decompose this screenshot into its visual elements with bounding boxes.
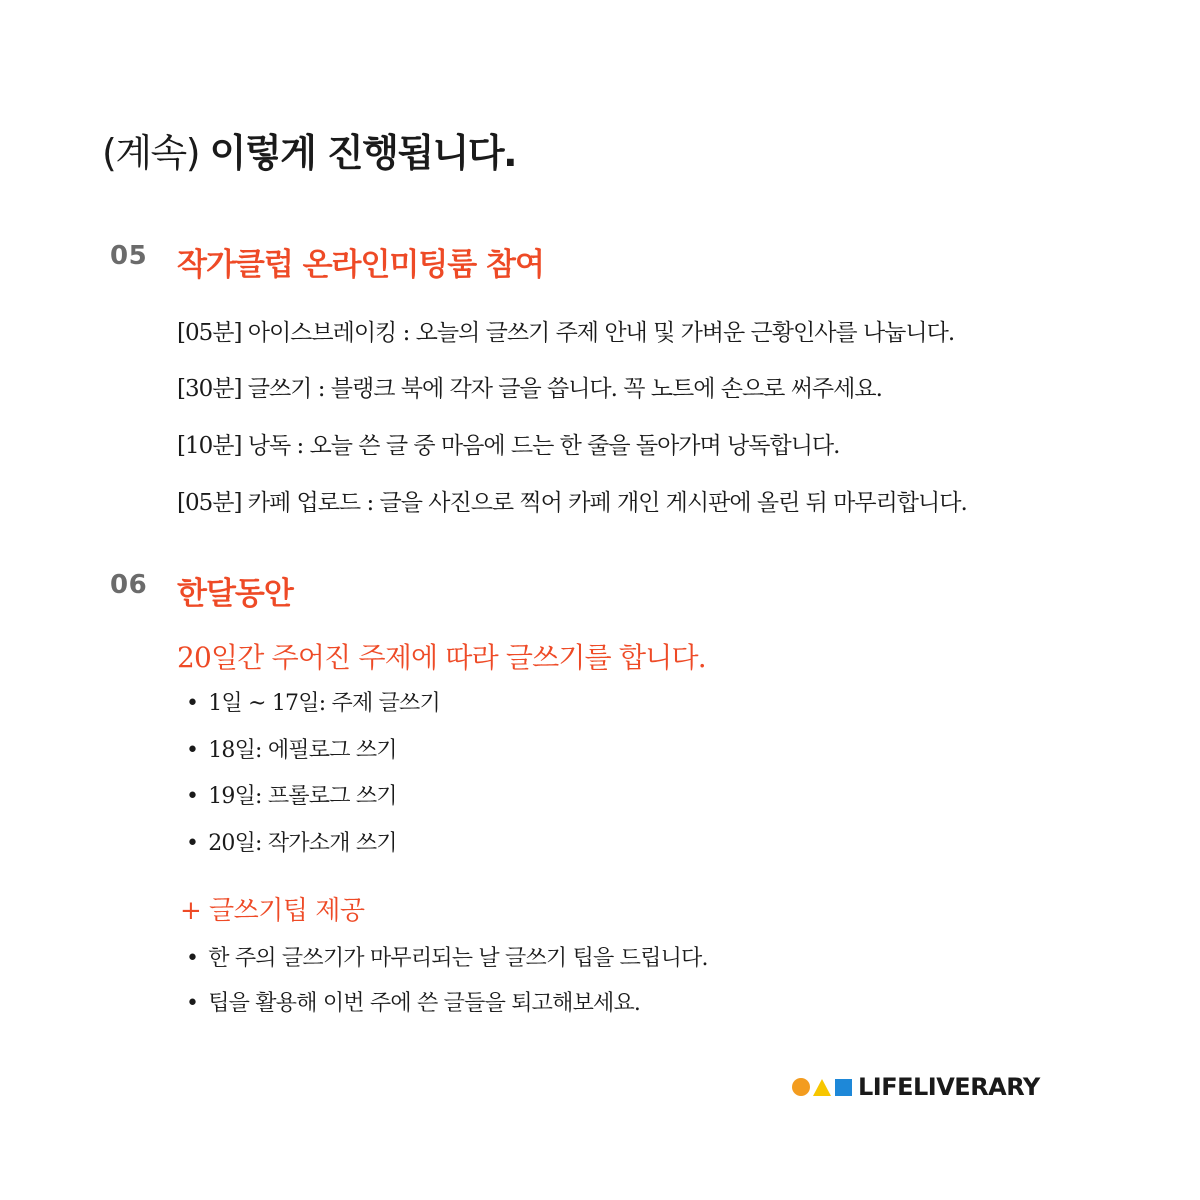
section-6-title: 한달동안 (177, 576, 293, 612)
section-6-subtitle: 20일간 주어진 주제에 따라 글쓰기를 합니다. (177, 641, 706, 674)
list-item: • 한 주의 글쓰기가 마무리되는 날 글쓰기 팁을 드립니다. (186, 946, 708, 971)
bullet-icon: • (186, 831, 199, 856)
list-item: • 팁을 활용해 이번 주에 쓴 글들을 퇴고해보세요. (186, 991, 641, 1016)
schedule-line-reading: [10분] 낭독 : 오늘 쓴 글 중 마음에 드는 한 줄을 돌아가며 낭독합니다. (177, 433, 840, 459)
list-item: • 20일: 작가소개 쓰기 (186, 831, 397, 856)
page-title (102, 122, 516, 177)
bullet-icon: • (186, 784, 199, 809)
page-title-prefix: (계속) (102, 131, 200, 175)
circle-icon (792, 1078, 810, 1096)
list-item: • 1일 ~ 17일: 주제 글쓰기 (186, 691, 440, 716)
bullet-icon: • (186, 946, 199, 971)
triangle-icon (813, 1079, 831, 1096)
schedule-line-upload: [05분] 카페 업로드 : 글을 사진으로 찍어 카페 개인 게시판에 올린 뒤 마무리합니다. (177, 490, 967, 516)
tips-heading: + 글쓰기팁 제공 (180, 896, 365, 926)
page-title-main: 이렇게 진행됩니다. (209, 131, 517, 175)
schedule-line-icebreaking: [05분] 아이스브레이킹 : 오늘의 글쓰기 주제 안내 및 가벼운 근황인사를 나눕니다. (177, 320, 955, 346)
brand-wordmark: LIFELIVERARY (858, 1073, 1040, 1101)
list-item: • 19일: 프롤로그 쓰기 (186, 784, 397, 809)
square-icon (835, 1079, 852, 1096)
section-6-number: 06 (110, 570, 148, 600)
brand-logo (792, 1072, 1040, 1102)
section-5-title: 작가클럽 온라인미팅룸 참여 (177, 247, 544, 283)
bullet-icon: • (186, 691, 199, 716)
bullet-icon: • (186, 991, 199, 1016)
section-5-number: 05 (110, 241, 148, 271)
schedule-line-writing: [30분] 글쓰기 : 블랭크 북에 각자 글을 씁니다. 꼭 노트에 손으로 써주세요. (177, 376, 882, 402)
bullet-icon: • (186, 738, 199, 763)
list-item: • 18일: 에필로그 쓰기 (186, 738, 397, 763)
